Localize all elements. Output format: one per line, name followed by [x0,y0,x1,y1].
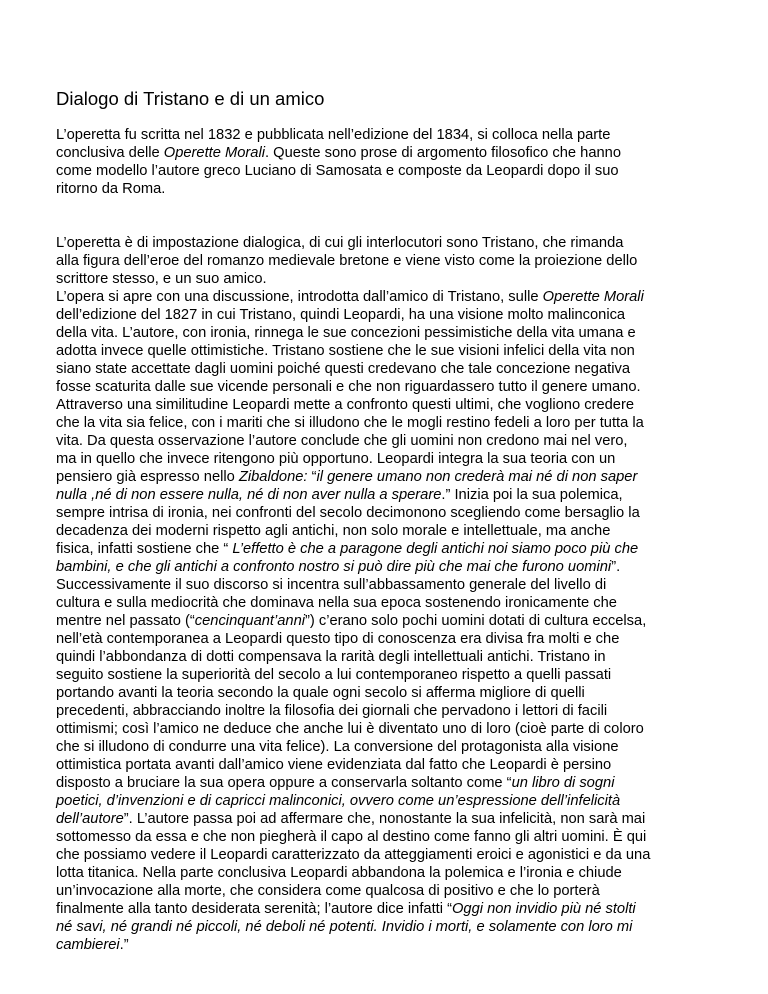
text-run: . Queste sono prose di argomento filosofico che hanno [265,145,622,161]
text-line [56,252,722,270]
text-line [56,144,722,162]
italic-text-run: il genere umano non crederà mai né di non saper [316,469,638,485]
text-line [56,846,722,864]
text-run: fosse scaturita dalle sue vicende personali e che non riguardassero tutto il genere umano. [56,379,641,395]
italic-text-run: cambierei [56,937,120,953]
text-run: sempre intrisa di ironia, nei confronti del secolo decimonono scegliendo come bersaglio la [56,505,640,521]
text-run: conclusiva delle [56,145,164,161]
text-line [56,612,722,630]
intro-paragraph [56,126,722,198]
text-line [56,396,722,414]
text-run: nell’età contemporanea a Leopardi questo tipo di conoscenza era divisa fra molti e che [56,631,620,647]
text-run: Attraverso una similitudine Leopardi mette a confronto questi ultimi, che vogliono credere [56,397,635,413]
text-run: seguito sostiene la superiorità del secolo a lui contemporaneo rispetto a quelli passati [56,667,612,683]
italic-text-run: bambini, e che gli antichi a confronto nostro si può dire più che mai che furono uomini [56,559,612,575]
text-run: ”) c’erano solo pochi uomini dotati di cultura eccelsa, [305,613,647,629]
text-run: ritorno da Roma. [56,181,166,197]
document-page [56,88,722,954]
text-run: sottomesso da essa e che non piegherà il capo al destino come fanno gli altri uomini. È qui [56,829,647,845]
text-line [56,918,722,936]
text-run: della vita. L’autore, con ironia, rinnega le sue concezioni pessimistiche della vita umana e [56,325,636,341]
text-run: ”. [611,559,621,575]
text-run: un’invocazione alla morte, che considera come qualcosa di positivo e che lo porterà [56,883,600,899]
text-line [56,270,722,288]
text-run: L’opera si apre con una discussione, introdotta dall’amico di Tristano, sulle [56,289,543,305]
text-run: mentre nel passato (“ [56,613,195,629]
text-line [56,126,722,144]
text-run: “ [307,469,317,485]
text-line [56,540,722,558]
text-run: ma in quello che invece ritengono più opportuno. Leopardi integra la sua teoria con un [56,451,616,467]
text-line [56,504,722,522]
text-run: L’operetta fu scritta nel 1832 e pubblicata nell’edizione del 1834, si colloca nella parte [56,127,611,143]
italic-text-run: Operette Morali [542,289,644,305]
text-line [56,630,722,648]
text-line [56,648,722,666]
text-run: portando avanti la teoria secondo la quale ogni secolo si afferma migliore di quelli [56,685,585,701]
text-run: ”. L’autore passa poi ad affermare che, nonostante la sua infelicità, non sarà mai [123,811,646,827]
text-line [56,414,722,432]
text-run: finalmente alla tanto desiderata serenità; l’autore dice infatti “ [56,901,452,917]
text-run: adotta invece quelle ottimistiche. Tristano sostiene che le sue visioni infelici della vita non [56,343,635,359]
text-line [56,720,722,738]
italic-text-run: Zibaldone: [238,469,308,485]
text-line [56,882,722,900]
italic-text-run: poetici, d’invenzioni e di capricci malinconici, ovvero come un’espressione dell’infelicità [56,793,621,809]
text-line [56,180,722,198]
text-line [56,522,722,540]
text-line [56,576,722,594]
text-run: vita. Da questa osservazione l’autore conclude che gli uomini non credono mai nel vero, [56,433,628,449]
text-line [56,288,722,306]
text-line [56,486,722,504]
text-run: ottimismi; così l’amico ne deduce che anche lui è diventato uno di loro (cioè parte di coloro [56,721,644,737]
text-line [56,432,722,450]
text-line [56,738,722,756]
italic-text-run: Operette Morali [163,145,266,161]
text-run: .” [119,937,129,953]
text-line [56,936,722,954]
text-run: scrittore stesso, e un suo amico. [56,271,267,287]
text-run: .” Inizia poi la sua polemica, [441,487,623,503]
italic-text-run: dell’autore [56,811,124,827]
text-line [56,828,722,846]
text-line [56,450,722,468]
text-run: quindi l’abbondanza di dotti compensava la rarità degli intellettuali antichi. Tristano in [56,649,606,665]
text-run: che la vita sia felice, con i mariti che si illudono che le mogli restino fedeli a loro per tutta la [56,415,644,431]
text-line [56,468,722,486]
italic-text-run: L’effetto è che a paragone degli antichi noi siamo poco più che [232,541,639,557]
text-line [56,342,722,360]
text-line [56,378,722,396]
italic-text-run: né savi, né grandi né piccoli, né deboli né potenti. Invidio i morti, e solamente con loro mi [56,919,633,935]
text-line [56,774,722,792]
text-line [56,684,722,702]
text-run: che si illudono di condurre una vita felice). La conversione del protagonista alla visione [56,739,619,755]
text-line [56,756,722,774]
text-line [56,162,722,180]
italic-text-run: un libro di sogni [511,775,615,791]
text-run: L’operetta è di impostazione dialogica, di cui gli interlocutori sono Tristano, che rimanda [56,235,624,251]
text-run: come modello l’autore greco Luciano di Samosata e composte da Leopardi dopo il suo [56,163,619,179]
text-line [56,810,722,828]
document-title: Dialogo di Tristano e di un amico [56,88,325,109]
italic-text-run: cencinquant’anni [194,613,306,629]
text-run: siano state accettate dagli uomini poiché questi credevano che tale concezione negativa [56,361,631,377]
text-run: pensiero già espresso nello [56,469,239,485]
text-run: alla figura dell’eroe del romanzo medievale bretone e viene visto come la proiezione dello [56,253,638,269]
text-line [56,702,722,720]
italic-text-run: nulla ,né di non essere nulla, né di non aver nulla a sperare [56,487,442,503]
text-run: disposto a bruciare la sua opera oppure a conservarla soltanto come “ [56,775,512,791]
text-line [56,594,722,612]
text-line [56,900,722,918]
text-run: cultura e sulla mediocrità che dominava nella sua epoca sostenendo ironicamente che [56,595,617,611]
text-run: fisica, infatti sostiene che “ [56,541,233,557]
analysis-paragraph [56,234,722,954]
text-line [56,234,722,252]
text-line [56,792,722,810]
italic-text-run: Oggi non invidio più né stolti [451,901,636,917]
text-line [56,306,722,324]
text-run: lotta titanica. Nella parte conclusiva Leopardi abbandona la polemica e l’ironia e chiude [56,865,622,881]
text-line [56,558,722,576]
text-run: dell’edizione del 1827 in cui Tristano, quindi Leopardi, ha una visione molto malinconica [56,307,626,323]
text-line [56,360,722,378]
text-line [56,864,722,882]
text-line [56,324,722,342]
text-line [56,666,722,684]
text-run: Successivamente il suo discorso si incentra sull’abbassamento generale del livello di [56,577,607,593]
text-run: precedenti, abbracciando inoltre la filosofia dei giornali che pervadono i lettori di facili [56,703,608,719]
text-run: decadenza dei moderni rispetto agli antichi, non solo morale e intellettuale, ma anche [56,523,611,539]
text-run: che possiamo vedere il Leopardi caratterizzato da atteggiamenti eroici e agonistici e da una [56,847,651,863]
text-run: ottimistica portata avanti dall’amico viene evidenziata dal fatto che Leopardi è persino [56,757,612,773]
